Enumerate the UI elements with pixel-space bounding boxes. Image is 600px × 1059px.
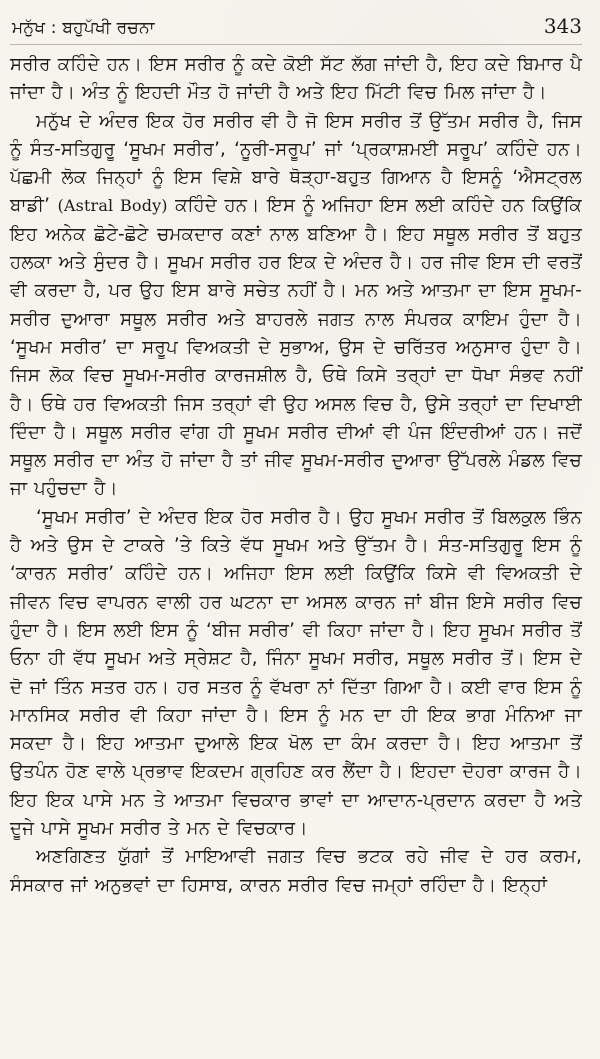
paragraph-3-text: ‘ਸੂਖਮ ਸਰੀਰ’ ਦੇ ਅੰਦਰ ਇਕ ਹੋਰ ਸਰੀਰ ਹੈ। ਉਹ ਸੂਖਮ ਸਰੀਰ ਤੋਂ ਬਿਲਕੁਲ ਭਿੰਨ ਹੈ ਅਤੇ ਉਸ ਦੇ ਟਾਕਰੇ ’ਤੇ ਕਿਤੇ ਵੱਧ ਸੂਖਮ ਅਤੇ ਉੱਤਮ ਹੈ। ਸੰਤ-ਸਤਿਗੁਰੂ ਇਸ ਨੂੰ ‘ਕਾਰਨ ਸਰੀਰ’ ਕਹਿੰਦੇ ਹਨ। ਅਜਿਹਾ ਇਸ ਲਈ ਕਿਉਂਕਿ ਕਿਸੇ ਵੀ ਵਿਅਕਤੀ ਦੇ ਜੀਵਨ ਵਿਚ ਵਾਪਰਨ ਵਾਲੀ ਹਰ ਘਟਨਾ ਦਾ ਅਸਲ ਕਾਰਨ ਜਾਂ ਬੀਜ ਇਸੇ ਸਰੀਰ ਵਿਚ ਹੁੰਦਾ ਹੈ। ਇਸ ਲਈ ਇਸ ਨੂੰ ‘ਬੀਜ ਸਰੀਰ’ ਵੀ ਕਿਹਾ ਜਾਂਦਾ ਹੈ। ਇਹ ਸੂਖਮ ਸਰੀਰ ਤੋਂ ਓਨਾ ਹੀ ਵੱਧ ਸੂਖਮ ਅਤੇ ਸ੍ਰੇਸ਼ਟ ਹੈ, ਜਿੰਨਾ ਸੂਖਮ ਸਰੀਰ, ਸਥੂਲ ਸਰੀਰ ਤੋਂ। ਇਸ ਦੇ ਦੋ ਜਾਂ ਤਿੰਨ ਸਤਰ ਹਨ। ਹਰ ਸਤਰ ਨੂੰ ਵੱਖਰਾ ਨਾਂ ਦਿੱਤਾ ਗਿਆ ਹੈ। ਕਈ ਵਾਰ ਇਸ ਨੂੰ ਮਾਨਸਿਕ ਸਰੀਰ ਵੀ ਕਿਹਾ ਜਾਂਦਾ ਹੈ। ਇਸ ਨੂੰ ਮਨ ਦਾ ਹੀ ਇਕ ਭਾਗ ਮੰਨਿਆ ਜਾ ਸਕਦਾ ਹੈ। ਇਹ ਆਤਮਾ ਦੁਆਲੇ ਇਕ ਖੋਲ ਦਾ ਕੰਮ ਕਰਦਾ ਹੈ। ਇਹ ਆਤਮਾ ਤੋਂ ਉਤਪੰਨ ਹੋਣ ਵਾਲੇ ਪ੍ਰਭਾਵ ਇਕਦਮ ਗ੍ਰਹਿਣ ਕਰ ਲੈਂਦਾ ਹੈ। ਇਹਦਾ ਦੋਹਰਾ ਕਾਰਜ ਹੈ। ਇਹ ਇਕ ਪਾਸੇ ਮਨ ਤੇ ਆਤਮਾ ਵਿਚਕਾਰ ਭਾਵਾਂ ਦਾ ਆਦਾਨ-ਪ੍ਰਦਾਨ ਕਰਦਾ ਹੈ ਅਤੇ ਦੂਜੇ ਪਾਸੇ ਸੂਖਮ ਸਰੀਰ ਤੇ ਮਨ ਦੇ ਵਿਚਕਾਰ। [10,506,582,840]
paragraph-2 [10,108,582,504]
paragraph-2-text-a: ਮਨੁੱਖ ਦੇ ਅੰਦਰ ਇਕ ਹੋਰ ਸਰੀਰ ਵੀ ਹੈ ਜੋ ਇਸ ਸਰੀਰ ਤੋਂ ਉੱਤਮ ਸਰੀਰ ਹੈ, ਜਿਸ ਨੂੰ ਸੰਤ-ਸਤਿਗੁਰੂ ‘ਸੂਖਮ ਸਰੀਰ’, ‘ਨੂਰੀ-ਸਰੂਪ’ ਜਾਂ ‘ਪ੍ਰਕਾਸ਼ਮਈ ਸਰੂਪ’ ਕਹਿੰਦੇ ਹਨ। ਪੱਛਮੀ ਲੋਕ ਜਿਨ੍ਹਾਂ ਨੂੰ ਇਸ ਵਿਸ਼ੇ ਬਾਰੇ ਥੋੜ੍ਹਾ-ਬਹੁਤ ਗਿਆਨ ਹੈ ਇਸਨੂੰ ‘ਐਸਟ੍ਰਲ ਬਾਡੀ’ [10,110,582,217]
paragraph-1 [10,51,582,108]
paragraph-1-text: ਸਰੀਰ ਕਹਿੰਦੇ ਹਨ। ਇਸ ਸਰੀਰ ਨੂੰ ਕਦੇ ਕੋਈ ਸੱਟ ਲੱਗ ਜਾਂਦੀ ਹੈ, ਇਹ ਕਦੇ ਬਿਮਾਰ ਪੈ ਜਾਂਦਾ ਹੈ। ਅੰਤ ਨੂੰ ਇਹਦੀ ਮੌਤ ਹੋ ਜਾਂਦੀ ਹੈ ਅਤੇ ਇਹ ਮਿੱਟੀ ਵਿਚ ਮਿਲ ਜਾਂਦਾ ਹੈ। [10,54,582,104]
running-head [10,14,582,45]
astral-body-english-term: (Astral Body) [57,196,168,216]
paragraph-2-text-b: ਕਹਿੰਦੇ ਹਨ। ਇਸ ਨੂੰ ਅਜਿਹਾ ਇਸ ਲਈ ਕਹਿੰਦੇ ਹਨ ਕਿਉਂਕਿ ਇਹ ਅਨੇਕ ਛੋਟੇ-ਛੋਟੇ ਚਮਕਦਾਰ ਕਣਾਂ ਨਾਲ ਬਣਿਆ ਹੈ। ਇਹ ਸਥੂਲ ਸਰੀਰ ਤੋਂ ਬਹੁਤ ਹਲਕਾ ਅਤੇ ਸੁੰਦਰ ਹੈ। ਸੂਖਮ ਸਰੀਰ ਹਰ ਇਕ ਦੇ ਅੰਦਰ ਹੈ। ਹਰ ਜੀਵ ਇਸ ਦੀ ਵਰਤੋਂ ਵੀ ਕਰਦਾ ਹੈ, ਪਰ ਉਹ ਇਸ ਬਾਰੇ ਸਚੇਤ ਨਹੀਂ ਹੈ। ਮਨ ਅਤੇ ਆਤਮਾ ਦਾ ਇਸ ਸੂਖਮ-ਸਰੀਰ ਦੁਆਰਾ ਸਥੂਲ ਸਰੀਰ ਅਤੇ ਬਾਹਰਲੇ ਜਗਤ ਨਾਲ ਸੰਪਰਕ ਕਾਇਮ ਹੁੰਦਾ ਹੈ। ‘ਸੂਖਮ ਸਰੀਰ’ ਦਾ ਸਰੂਪ ਵਿਅਕਤੀ ਦੇ ਸੁਭਾਅ, ਉਸ ਦੇ ਚਰਿੱਤਰ ਅਨੁਸਾਰ ਹੁੰਦਾ ਹੈ। ਜਿਸ ਲੋਕ ਵਿਚ ਸੂਖਮ-ਸਰੀਰ ਕਾਰਜਸ਼ੀਲ ਹੈ, ਓਥੇ ਕਿਸੇ ਤਰ੍ਹਾਂ ਦਾ ਧੋਖਾ ਸੰਭਵ ਨਹੀਂ ਹੈ। ਓਥੇ ਹਰ ਵਿਅਕਤੀ ਜਿਸ ਤਰ੍ਹਾਂ ਵੀ ਉਹ ਅਸਲ ਵਿਚ ਹੈ, ਉਸੇ ਤਰ੍ਹਾਂ ਦਾ ਦਿਖਾਈ ਦਿੰਦਾ ਹੈ। ਸਥੂਲ ਸਰੀਰ ਵਾਂਗ ਹੀ ਸੂਖਮ ਸਰੀਰ ਦੀਆਂ ਵੀ ਪੰਜ ਇੰਦਰੀਆਂ ਹਨ। ਜਦੋਂ ਸਥੂਲ ਸਰੀਰ ਦਾ ਅੰਤ ਹੋ ਜਾਂਦਾ ਹੈ ਤਾਂ ਜੀਵ ਸੂਖਮ-ਸਰੀਰ ਦੁਆਰਾ ਉੱਪਰਲੇ ਮੰਡਲ ਵਿਚ ਜਾ ਪਹੁੰਚਦਾ ਹੈ। [10,195,582,500]
body-text [10,51,582,900]
paragraph-4 [10,843,582,900]
page-number: 343 [543,14,582,38]
running-head-title: ਮਨੁੱਖ : ਬਹੁਪੱਖੀ ਰਚਨਾ [12,18,155,38]
paragraph-4-text: ਅਣਗਿਣਤ ਯੁੱਗਾਂ ਤੋਂ ਮਾਇਆਵੀ ਜਗਤ ਵਿਚ ਭਟਕ ਰਹੇ ਜੀਵ ਦੇ ਹਰ ਕਰਮ, ਸੰਸਕਾਰ ਜਾਂ ਅਨੁਭਵਾਂ ਦਾ ਹਿਸਾਬ, ਕਾਰਨ ਸਰੀਰ ਵਿਚ ਜਮ੍ਹਾਂ ਰਹਿੰਦਾ ਹੈ। ਇਨ੍ਹਾਂ [10,846,582,896]
paragraph-3 [10,504,582,844]
